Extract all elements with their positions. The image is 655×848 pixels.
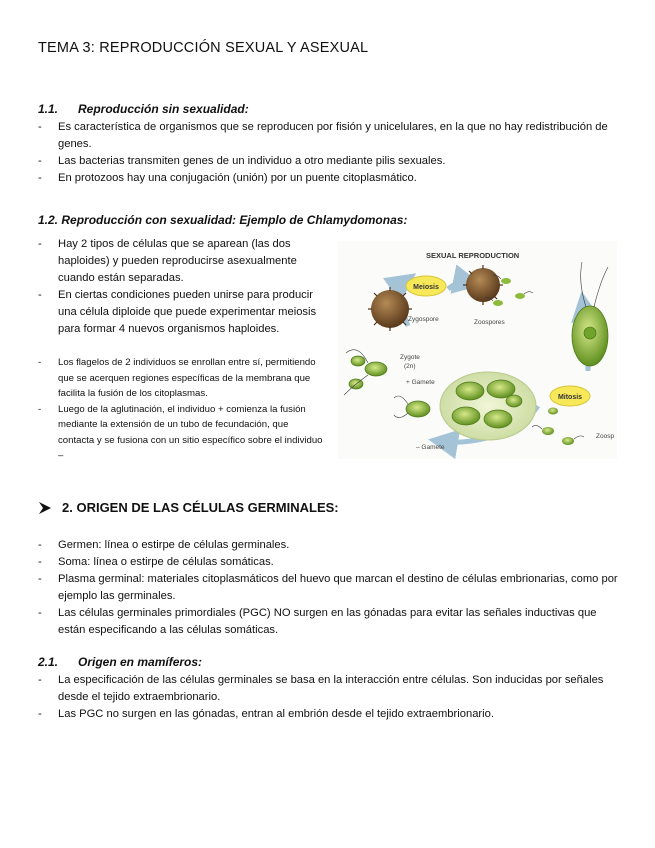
cell-cluster — [440, 372, 536, 440]
section-1-1-heading — [38, 102, 249, 116]
zygote-ploidy-label: (2n) — [404, 363, 416, 370]
meiosis-label — [406, 276, 446, 296]
small-cells — [532, 408, 584, 446]
list-item: - Soma: línea o estirpe de células somáticas. — [38, 554, 623, 571]
section-2-title: 2. ORIGEN DE LAS CÉLULAS GERMINALES: — [62, 500, 339, 515]
section-1-2-list — [38, 236, 324, 338]
section-title: Reproducción sin sexualidad: — [78, 102, 249, 116]
sexual-reproduction-figure — [338, 241, 617, 459]
zygospore-right — [463, 265, 503, 305]
list-item: - Es característica de organismos que se reproducen por fisión y unicelulares, en la que no hay redistribución de genes. — [38, 119, 623, 153]
mitosis-label — [550, 386, 590, 406]
zoospores-cut-label: Zoosp — [596, 433, 615, 440]
list-item: - En ciertas condiciones pueden unirse para producir una célula diploide que puede experimentar meiosis para formar 4 nuevos organismos haploides. — [38, 287, 324, 338]
meiosis-text: Meiosis — [413, 284, 439, 291]
list-item: - Hay 2 tipos de células que se aparean (las dos haploides) y pueden reproducirse asexualmente cuando están separadas. — [38, 236, 324, 287]
list-item: - La especificación de las células germinales se basa en la interacción entre células. Son inducidas por señales desde el tejido extraembrionario. — [38, 672, 623, 706]
mitosis-text: Mitosis — [557, 394, 583, 401]
list-item: - Las bacterias transmiten genes de un individuo a otro mediante pilis sexuales. — [38, 153, 623, 170]
list-item: - Plasma germinal: materiales citoplasmáticos del huevo que marcan el destino de células embrionarias, como por ejemplo las germinales. — [38, 571, 623, 605]
zygospore-label: Zygospore — [408, 316, 439, 323]
list-item: - Las células germinales primordiales (PGC) NO surgen en las gónadas para evitar las señales inductivas que están especificando a las células somáticas. — [38, 605, 623, 639]
section-number: 1.1. — [38, 102, 59, 116]
zygote-label: Zygote — [400, 354, 420, 361]
section-1-1-list — [38, 119, 623, 187]
page-title: TEMA 3: REPRODUCCIÓN SEXUAL Y ASEXUAL — [38, 40, 369, 56]
section-1-2-detail-list — [38, 355, 324, 464]
figure-title: SEXUAL REPRODUCTION — [426, 251, 520, 260]
zoospores-label: Zoospores — [474, 319, 505, 326]
section-2-1-heading — [38, 655, 202, 669]
list-item: - Luego de la aglutinación, el individuo + comienza la fusión mediante la extensión de un tubo de fecundación, que contacta y se fusiona con un sitio específico sobre el individuo – — [38, 402, 324, 464]
list-item: - Germen: línea o estirpe de células germinales. — [38, 537, 623, 554]
section-number: 2.1. — [38, 655, 59, 669]
gamete-minus-label: – Gamete — [416, 444, 445, 451]
gamete-plus-label: + Gamete — [406, 379, 435, 386]
list-item: - En protozoos hay una conjugación (unión) por un puente citoplasmático. — [38, 170, 623, 187]
section-2-list — [38, 537, 623, 639]
list-item: - Las PGC no surgen en las gónadas, entran al embrión desde el tejido extraembrionario. — [38, 706, 623, 723]
list-item: - Los flagelos de 2 individuos se enrollan entre sí, permitiendo que se acerquen regiones específicas de la membrana que facilita la fusión de los citoplasmas. — [38, 355, 324, 402]
section-2-1-list — [38, 672, 623, 723]
zygote-cells — [344, 350, 387, 395]
zygospore-left — [368, 287, 412, 331]
section-2-heading — [38, 500, 339, 515]
gamete-cells — [394, 396, 430, 418]
mature-cell — [572, 262, 608, 366]
section-title: Origen en mamíferos: — [78, 655, 203, 669]
arrow-bullet-icon — [38, 501, 52, 515]
section-1-2-heading: 1.2. Reproducción con sexualidad: Ejemplo de Chlamydomonas: — [38, 213, 408, 227]
